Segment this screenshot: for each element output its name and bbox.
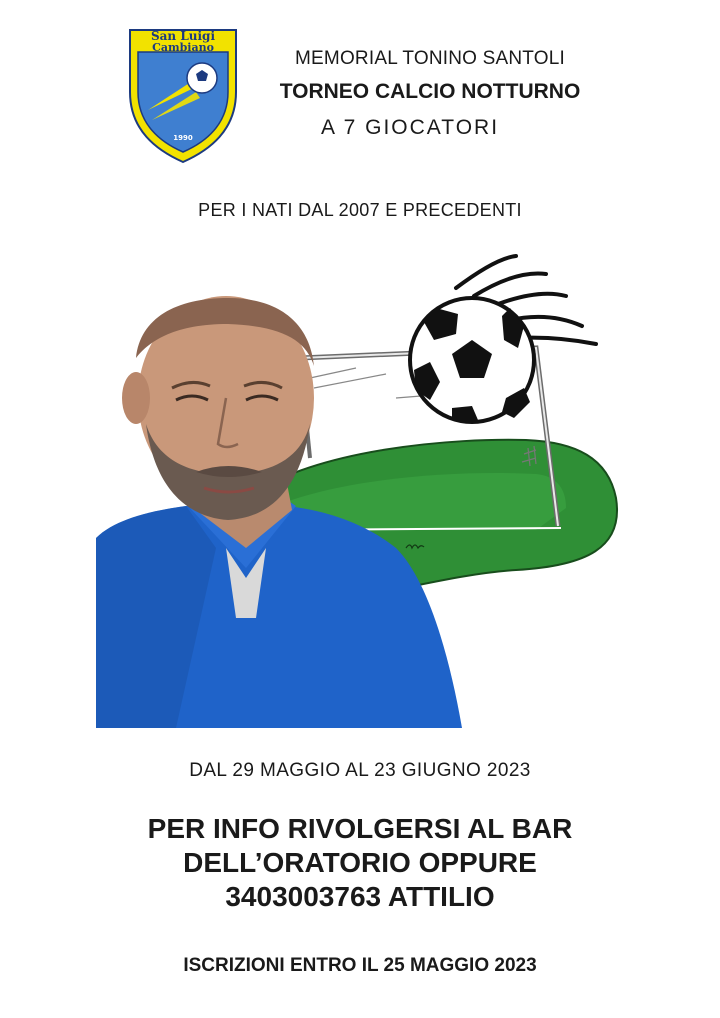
tournament-dates: DAL 29 MAGGIO AL 23 GIUGNO 2023 — [189, 760, 531, 781]
memorial-title: MEMORIAL TONINO SANTOLI — [295, 48, 565, 69]
illustration — [96, 248, 624, 728]
logo-text-2: Cambiano — [152, 41, 214, 54]
tournament-title: TORNEO CALCIO NOTTURNO — [279, 80, 581, 103]
logo-text-1: San Luigi — [150, 29, 216, 43]
logo-year: 1990 — [173, 134, 193, 142]
info-contact-phone: 3403003763 ATTILIO — [225, 881, 495, 912]
eligibility-text: PER I NATI DAL 2007 E PRECEDENTI — [198, 200, 522, 220]
info-line-1: PER INFO RIVOLGERSI AL BAR — [147, 813, 573, 844]
players-format: A 7 GIOCATORI — [320, 116, 500, 139]
info-line-2: DELL’ORATORIO OPPURE — [183, 847, 537, 878]
soccer-ball-icon — [410, 256, 596, 422]
club-logo — [124, 22, 242, 164]
registration-deadline: ISCRIZIONI ENTRO IL 25 MAGGIO 2023 — [183, 955, 537, 976]
